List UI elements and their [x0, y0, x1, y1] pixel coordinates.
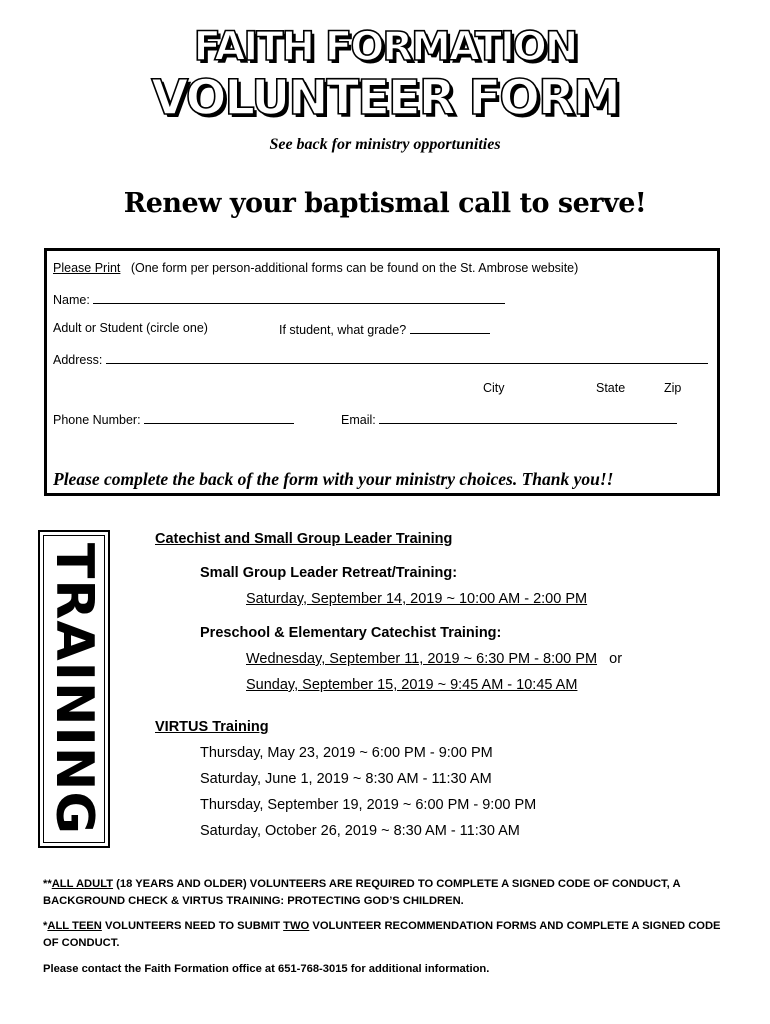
grade-row [279, 321, 490, 337]
preschool-heading: Preschool & Elementary Catechist Training: [200, 625, 502, 641]
virtus-heading: VIRTUS Training [155, 719, 269, 735]
email-row [341, 411, 677, 427]
small-group-heading: Small Group Leader Retreat/Training: [200, 565, 458, 581]
training-tab-label: TRAINING [44, 542, 104, 836]
teen-note-two: TWO [283, 920, 310, 932]
address-label: Address: [53, 353, 103, 367]
please-print-label: Please Print [53, 261, 121, 275]
teen-note-emphasis: ALL TEEN [47, 920, 102, 932]
name-field[interactable] [93, 291, 505, 304]
address-row [53, 351, 708, 367]
email-label: Email: [341, 413, 376, 427]
adult-note-text: (18 YEARS AND OLDER) VOLUNTEERS ARE REQUIRED TO COMPLETE A SIGNED CODE OF CONDUCT, A BACKGROUND CHECK & VIRTUS TRAINING: PROTECTING GOD’S CHILDREN. [43, 878, 681, 907]
virtus-date-4: Saturday, October 26, 2019 ~ 8:30 AM - 11:30 AM [200, 823, 520, 839]
adult-note-prefix: ** [43, 878, 52, 890]
phone-label: Phone Number: [53, 413, 141, 427]
preschool-or: or [609, 651, 623, 667]
catechist-heading: Catechist and Small Group Leader Training [155, 531, 453, 547]
contact-note: Please contact the Faith Formation office at 651-768-3015 for additional information. [43, 963, 490, 975]
grade-field[interactable] [410, 321, 490, 334]
teen-note-text-1: VOLUNTEERS NEED TO SUBMIT [101, 920, 284, 932]
grade-label: If student, what grade? [279, 323, 407, 337]
virtus-date-2: Saturday, June 1, 2019 ~ 8:30 AM - 11:30 AM [200, 771, 492, 787]
virtus-date-3: Thursday, September 19, 2019 ~ 6:00 PM - 9:00 PM [200, 797, 537, 813]
headline: Renew your baptismal call to serve! [123, 188, 647, 219]
city-label: City [483, 381, 505, 395]
title-line-1: FAITH FORMATION [193, 24, 577, 70]
thank-you-note: Please complete the back of the form with your ministry choices. Thank you!! [53, 469, 614, 489]
adult-requirement-note [43, 876, 733, 910]
adult-student-label: Adult or Student (circle one) [53, 321, 208, 335]
title-line-2: VOLUNTEER FORM [151, 70, 619, 126]
name-label: Name: [53, 293, 90, 307]
virtus-date-1: Thursday, May 23, 2019 ~ 6:00 PM - 9:00 PM [200, 745, 493, 761]
zip-label: Zip [664, 381, 682, 395]
teen-note-text-2: VOLUNTEER RECOMMENDATION FORMS AND COMPLETE A SIGNED CODE OF CONDUCT. [43, 920, 721, 949]
preschool-date-row-1 [246, 651, 622, 667]
training-tab [38, 530, 110, 848]
preschool-date-2: Sunday, September 15, 2019 ~ 9:45 AM - 10:45 AM [246, 677, 578, 693]
name-row [53, 291, 505, 307]
preschool-date-1: Wednesday, September 11, 2019 ~ 6:30 PM - 8:00 PM [246, 651, 598, 667]
state-label: State [596, 381, 626, 395]
teen-requirement-note [43, 918, 733, 952]
address-field[interactable] [106, 351, 708, 364]
adult-note-emphasis: ALL ADULT [51, 878, 114, 890]
volunteer-info-form [44, 248, 720, 496]
teen-note-prefix: * [43, 920, 48, 932]
email-field[interactable] [379, 411, 677, 424]
subtitle: See back for ministry opportunities [269, 136, 501, 153]
print-note: (One form per person-additional forms can be found on the St. Ambrose website) [130, 261, 579, 275]
small-group-date: Saturday, September 14, 2019 ~ 10:00 AM - 2:00 PM [246, 591, 588, 607]
phone-field[interactable] [144, 411, 294, 424]
print-instructions [53, 261, 578, 275]
phone-row [53, 411, 294, 427]
